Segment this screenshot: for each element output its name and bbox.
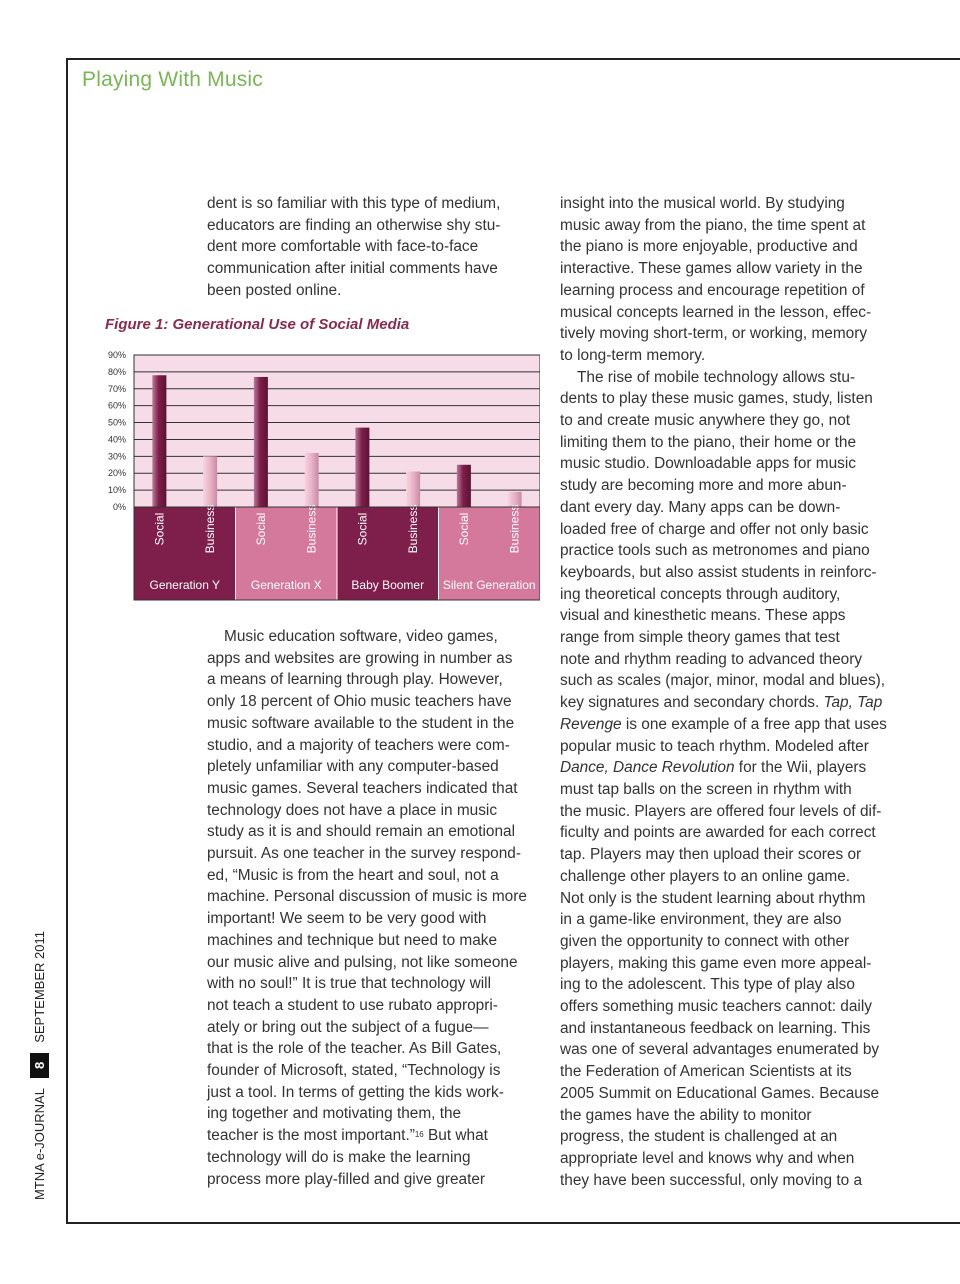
left-column-top bbox=[207, 193, 542, 302]
bar bbox=[203, 456, 217, 507]
mobile-line: in a game-like environment, they are also bbox=[560, 911, 842, 929]
body-line: teacher is the most important.” bbox=[207, 1127, 415, 1145]
mobile-line: the music. Players are offered four levels of dif- bbox=[560, 802, 882, 820]
y-tick-label: 10% bbox=[107, 485, 126, 496]
insight-line: learning process and encourage repetition of bbox=[560, 281, 865, 299]
body-line: technology will do is make the learning bbox=[207, 1148, 471, 1166]
paragraph-software bbox=[207, 626, 547, 1190]
paragraph-mobile bbox=[560, 367, 900, 1192]
mobile-line: ing to the adolescent. This type of play also bbox=[560, 976, 855, 994]
body-line: ing together and motivating them, the bbox=[207, 1105, 462, 1123]
mobile-line: the Federation of American Scientists at its bbox=[560, 1063, 852, 1081]
mobile-line: dant every day. Many apps can be down- bbox=[560, 498, 841, 516]
mobile-line: music studio. Downloadable apps for music bbox=[560, 455, 856, 473]
bar-category-label: Social bbox=[152, 512, 167, 546]
mobile-line: was one of several advantages enumerated by bbox=[560, 1041, 880, 1059]
group-label: Silent Generation bbox=[442, 578, 536, 592]
body-line: founder of Microsoft, stated, “Technology is bbox=[207, 1062, 501, 1080]
insight-line: musical concepts learned in the lesson, effec- bbox=[560, 303, 872, 321]
mobile-line: study are becoming more and more abun- bbox=[560, 477, 847, 495]
bar-category-label: Social bbox=[355, 512, 370, 546]
insight-line: the piano is more enjoyable, productive and bbox=[560, 238, 858, 256]
app-title: Tap, Tap bbox=[823, 694, 883, 712]
mobile-line: to and create music anywhere they go, not bbox=[560, 412, 851, 430]
intro-line: been posted online. bbox=[207, 281, 342, 299]
body-line: with no soul!” It is true that technology will bbox=[207, 975, 492, 993]
bar bbox=[305, 453, 319, 507]
mobile-line: Not only is the student learning about rhythm bbox=[560, 889, 866, 907]
mobile-line: players, making this game even more appeal- bbox=[560, 954, 872, 972]
mobile-line: key signatures and secondary chords. bbox=[560, 694, 824, 712]
body-line: studio, and a majority of teachers were com- bbox=[207, 736, 510, 754]
mobile-line: range from simple theory games that test bbox=[560, 629, 840, 647]
body-line: But what bbox=[423, 1127, 488, 1145]
y-tick-label: 40% bbox=[107, 434, 126, 445]
intro-line: dent more comfortable with face-to-face bbox=[207, 238, 479, 256]
bar bbox=[254, 377, 268, 507]
body-line: machine. Personal discussion of music is more bbox=[207, 888, 527, 906]
section-title: Playing With Music bbox=[82, 68, 263, 91]
bar bbox=[152, 375, 166, 507]
body-line: a means of learning through play. However, bbox=[207, 671, 503, 689]
body-line: our music alive and pulsing, not like someone bbox=[207, 953, 518, 971]
insight-line: interactive. These games allow variety in the bbox=[560, 260, 863, 278]
top-rule bbox=[67, 58, 960, 60]
figure-title: Figure 1: Generational Use of Social Media bbox=[105, 316, 410, 333]
y-tick-label: 0% bbox=[112, 502, 126, 512]
body-line: pletely unfamiliar with any computer-based bbox=[207, 758, 499, 776]
intro-line: dent is so familiar with this type of medium, bbox=[207, 195, 501, 212]
app-title: Revenge bbox=[560, 715, 622, 733]
mobile-line: given the opportunity to connect with other bbox=[560, 932, 850, 950]
mobile-line: is one example of a free app that uses bbox=[621, 715, 887, 733]
right-column bbox=[560, 193, 900, 1191]
mobile-line: loaded free of charge and offer not only basic bbox=[560, 520, 869, 538]
group-label: Generation Y bbox=[149, 578, 220, 592]
game-title: Dance, Dance Revolution bbox=[560, 759, 735, 777]
body-line: music games. Several teachers indicated that bbox=[207, 779, 518, 797]
mobile-line: limiting them to the piano, their home or the bbox=[560, 433, 856, 451]
bar-category-label: Social bbox=[253, 512, 268, 546]
mobile-line: the games have the ability to monitor bbox=[560, 1106, 812, 1124]
insight-line: insight into the musical world. By studying bbox=[560, 195, 845, 212]
body-line: technology does not have a place in music bbox=[207, 801, 498, 819]
body-line: pursuit. As one teacher in the survey respond- bbox=[207, 845, 521, 863]
body-line: important! We seem to be very good with bbox=[207, 910, 487, 928]
body-line: just a tool. In terms of getting the kids work- bbox=[207, 1083, 504, 1101]
intro-line: communication after initial comments have bbox=[207, 260, 498, 278]
group-label: Baby Boomer bbox=[351, 578, 425, 592]
mobile-line: practice tools such as metronomes and piano bbox=[560, 542, 870, 560]
mobile-line: challenge other players to an online game. bbox=[560, 867, 851, 885]
y-tick-label: 70% bbox=[107, 383, 126, 394]
y-tick-label: 90% bbox=[107, 350, 126, 360]
left-column-bottom bbox=[207, 626, 547, 1190]
bar-category-label: Business bbox=[406, 504, 421, 554]
body-line: music software available to the student in the bbox=[207, 714, 515, 732]
bar-category-label: Social bbox=[456, 512, 471, 546]
body-line: apps and websites are growing in number as bbox=[207, 649, 513, 667]
intro-line: educators are finding an otherwise shy stu- bbox=[207, 216, 501, 234]
mobile-line: keyboards, but also assist students in reinforc- bbox=[560, 563, 877, 581]
y-tick-label: 50% bbox=[107, 417, 126, 428]
mobile-line: 2005 Summit on Educational Games. Because bbox=[560, 1084, 880, 1102]
insight-line: tively moving short-term, or working, memory bbox=[560, 325, 868, 343]
mobile-line: dents to play these music games, study, listen bbox=[560, 390, 873, 408]
bar bbox=[406, 472, 420, 507]
body-line: only 18 percent of Ohio music teachers have bbox=[207, 693, 512, 711]
bar bbox=[457, 465, 471, 507]
mobile-line: tap. Players may then upload their scores or bbox=[560, 846, 862, 864]
body-line: ed, “Music is from the heart and soul, not a bbox=[207, 866, 499, 884]
paragraph-insight bbox=[560, 193, 900, 367]
bar-category-label: Business bbox=[304, 504, 319, 554]
mobile-line: and instantaneous feedback on learning. This bbox=[560, 1019, 871, 1037]
journal-name: MTNA e-JOURNAL bbox=[32, 1088, 47, 1200]
mobile-line: progress, the student is challenged at an bbox=[560, 1128, 838, 1146]
issue-date: SEPTEMBER 2011 bbox=[32, 931, 47, 1043]
mobile-line: for the Wii, players bbox=[734, 759, 867, 777]
paragraph-intro bbox=[207, 193, 542, 302]
mobile-line: appropriate level and knows why and when bbox=[560, 1149, 855, 1167]
body-line: not teach a student to use rubato appropri- bbox=[207, 996, 498, 1014]
mobile-line: must tap balls on the screen in rhythm with bbox=[560, 780, 852, 798]
mobile-line: ficulty and points are awarded for each correct bbox=[560, 824, 876, 842]
mobile-line: ing theoretical concepts through auditory, bbox=[560, 585, 841, 603]
body-line: Music education software, video games, bbox=[224, 628, 498, 645]
mobile-line: note and rhythm reading to advanced theory bbox=[560, 650, 863, 668]
insight-line: to long-term memory. bbox=[560, 346, 706, 364]
bar-category-label: Business bbox=[203, 504, 218, 554]
social-media-chart bbox=[100, 345, 540, 603]
mobile-line: they have been successful, only moving to a bbox=[560, 1171, 863, 1189]
page-number: 8 bbox=[30, 1053, 49, 1078]
y-tick-label: 80% bbox=[107, 366, 126, 377]
y-tick-label: 60% bbox=[107, 400, 126, 411]
mobile-line: popular music to teach rhythm. Modeled after bbox=[560, 737, 869, 755]
mobile-line: such as scales (major, minor, modal and blues), bbox=[560, 672, 886, 690]
body-line: machines and technique but need to make bbox=[207, 931, 498, 949]
footnote-ref: 16 bbox=[414, 1130, 424, 1140]
left-rule bbox=[66, 58, 68, 1224]
y-tick-label: 30% bbox=[107, 451, 126, 462]
bottom-rule bbox=[66, 1222, 960, 1224]
bar-category-label: Business bbox=[507, 504, 522, 554]
y-tick-label: 20% bbox=[107, 468, 126, 479]
mobile-line: visual and kinesthetic means. These apps bbox=[560, 607, 846, 625]
group-label: Generation X bbox=[250, 578, 322, 592]
mobile-line: offers something music teachers cannot: daily bbox=[560, 998, 872, 1016]
mobile-line: The rise of mobile technology allows stu- bbox=[577, 368, 856, 386]
bar bbox=[355, 428, 369, 507]
insight-line: music away from the piano, the time spent at bbox=[560, 216, 866, 234]
body-line: process more play-filled and give greater bbox=[207, 1170, 486, 1188]
body-line: ately or bring out the subject of a fugue— bbox=[207, 1018, 489, 1036]
body-line: that is the role of the teacher. As Bill Gates, bbox=[207, 1040, 502, 1058]
body-line: study as it is and should remain an emotional bbox=[207, 823, 515, 841]
journal-spine bbox=[30, 931, 49, 1200]
plot-area bbox=[134, 355, 540, 507]
